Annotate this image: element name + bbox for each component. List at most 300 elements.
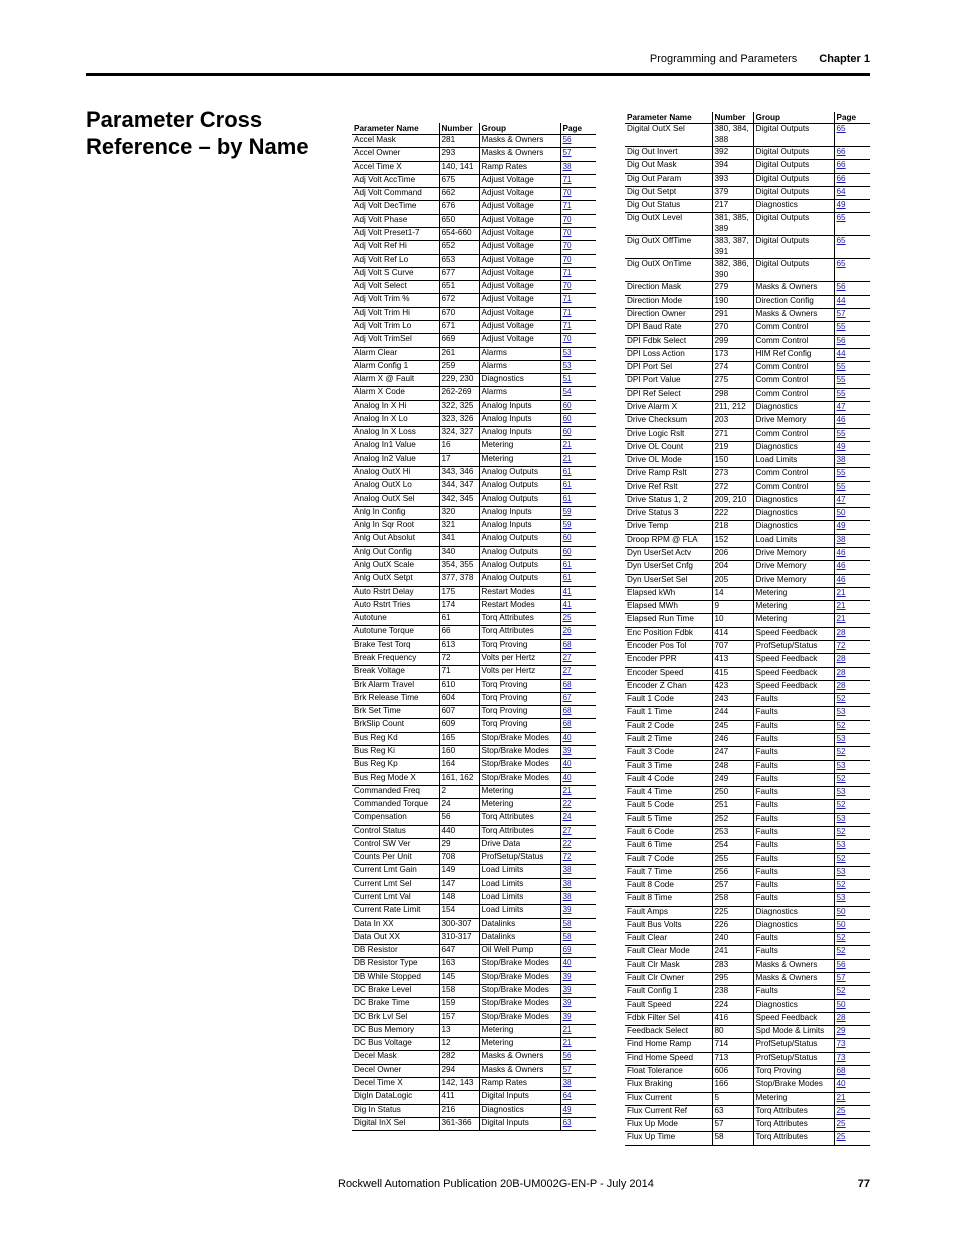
param-group-cell: Torq Attributes (479, 613, 560, 626)
table-row (352, 745, 596, 758)
param-name-cell: Autotune Torque (352, 626, 439, 639)
page-link[interactable]: 64 (562, 1091, 572, 1101)
page-link[interactable]: 40 (562, 772, 572, 782)
param-number-cell: 174 (439, 599, 479, 612)
param-group-cell: Digital Outputs (753, 236, 834, 259)
param-group-cell: Torq Attributes (753, 1105, 834, 1118)
param-number-cell: 650 (439, 214, 479, 227)
param-name-cell: Drive Ramp Rslt (625, 468, 712, 481)
param-name-cell: Fault 7 Code (625, 853, 712, 866)
param-name-cell: Anlg OutX Setpt (352, 573, 439, 586)
page-link[interactable]: 65 (836, 259, 846, 269)
page-link[interactable]: 39 (562, 905, 572, 915)
page-link[interactable]: 50 (836, 508, 846, 518)
page-link[interactable]: 40 (562, 958, 572, 968)
param-page-cell (834, 787, 870, 800)
page-link[interactable]: 21 (562, 785, 572, 795)
page-link[interactable]: 53 (836, 787, 846, 797)
table-row (625, 1119, 870, 1132)
param-number-cell: 245 (712, 720, 753, 733)
param-group-cell: Faults (753, 880, 834, 893)
table-row (625, 494, 870, 507)
page-link[interactable]: 52 (836, 853, 846, 863)
page-link[interactable]: 46 (836, 574, 846, 584)
page-link[interactable]: 28 (836, 667, 846, 677)
page-link[interactable]: 61 (562, 467, 572, 477)
param-group-cell: Drive Data (479, 838, 560, 851)
table-row (625, 654, 870, 667)
param-page-cell (834, 826, 870, 839)
page-link[interactable]: 70 (562, 254, 572, 264)
param-name-cell: Anlg OutX Scale (352, 560, 439, 573)
param-group-cell: Stop/Brake Modes (479, 759, 560, 772)
page-link[interactable]: 66 (836, 160, 846, 170)
page-link[interactable]: 55 (836, 375, 846, 385)
page-link[interactable]: 38 (562, 865, 572, 875)
page-link[interactable]: 56 (562, 135, 572, 144)
param-page-cell (834, 906, 870, 919)
table-row (625, 853, 870, 866)
page-link[interactable]: 58 (562, 918, 572, 928)
page-link[interactable]: 61 (562, 573, 572, 583)
table-row (352, 971, 596, 984)
page-link[interactable]: 53 (836, 733, 846, 743)
table-row (352, 427, 596, 440)
param-name-cell: Adj Volt TrimSel (352, 334, 439, 347)
table-row (625, 508, 870, 521)
param-name-cell: Fdbk Filter Sel (625, 1012, 712, 1025)
param-name-cell: Digital OutX Sel (625, 124, 712, 147)
page-link[interactable]: 60 (562, 400, 572, 410)
page-link[interactable]: 58 (562, 931, 572, 941)
table-row (352, 852, 596, 865)
param-name-cell: Data In XX (352, 918, 439, 931)
page-link[interactable]: 52 (836, 946, 846, 956)
page-link[interactable]: 68 (562, 679, 572, 689)
page-link[interactable]: 27 (562, 666, 572, 676)
param-group-cell: Comm Control (753, 335, 834, 348)
page-link[interactable]: 28 (836, 654, 846, 664)
page-link[interactable]: 70 (562, 227, 572, 237)
param-name-cell: Analog In2 Value (352, 453, 439, 466)
param-name-cell: Current Lmt Val (352, 892, 439, 905)
page-link[interactable]: 39 (562, 1011, 572, 1021)
page-link[interactable]: 21 (562, 453, 572, 463)
param-group-cell: Faults (753, 760, 834, 773)
param-name-cell: Commanded Freq (352, 785, 439, 798)
param-group-cell: Torq Proving (479, 679, 560, 692)
param-number-cell: 163 (439, 958, 479, 971)
page-link[interactable]: 21 (562, 440, 572, 450)
page-link[interactable]: 38 (562, 892, 572, 902)
param-page-cell (834, 840, 870, 853)
page-link[interactable]: 56 (562, 1051, 572, 1061)
param-page-cell (834, 853, 870, 866)
page-link[interactable]: 46 (836, 561, 846, 571)
param-group-cell: Adjust Voltage (479, 254, 560, 267)
page-link[interactable]: 39 (562, 985, 572, 994)
page-link[interactable]: 70 (562, 188, 572, 198)
page-link[interactable]: 21 (836, 614, 846, 624)
page-link[interactable]: 50 (836, 999, 846, 1009)
param-group-cell: Analog Outputs (479, 546, 560, 559)
page-link[interactable]: 66 (836, 147, 846, 156)
param-group-cell: ProfSetup/Status (753, 1052, 834, 1065)
param-page-cell (834, 282, 870, 295)
page-link[interactable]: 59 (562, 520, 572, 530)
page-link[interactable]: 39 (562, 971, 572, 981)
param-number-cell: 604 (439, 692, 479, 705)
page-link[interactable]: 47 (836, 494, 846, 504)
page-link[interactable]: 53 (836, 813, 846, 823)
table-row (352, 785, 596, 798)
table-row (352, 493, 596, 506)
param-number-cell: 321 (439, 520, 479, 533)
table-row (352, 706, 596, 719)
table-row (625, 348, 870, 361)
table-row (352, 905, 596, 918)
param-page-cell (834, 986, 870, 999)
page-link[interactable]: 68 (836, 1066, 846, 1075)
param-page-cell (560, 413, 596, 426)
param-group-cell: Masks & Owners (753, 959, 834, 972)
page-link[interactable]: 27 (562, 825, 572, 835)
page-link[interactable]: 53 (836, 760, 846, 770)
page-link[interactable]: 52 (836, 773, 846, 783)
page-link[interactable]: 69 (562, 945, 572, 955)
param-page-cell (560, 440, 596, 453)
table-row (625, 946, 870, 959)
param-group-cell: Digital Outputs (753, 147, 834, 160)
page-header (650, 53, 870, 65)
param-page-cell (560, 1024, 596, 1037)
page-link[interactable]: 67 (562, 692, 572, 702)
param-group-cell: Comm Control (753, 388, 834, 401)
page-link[interactable]: 21 (836, 1092, 846, 1102)
page-link[interactable]: 73 (836, 1052, 846, 1062)
param-name-cell: DC Bus Memory (352, 1024, 439, 1037)
param-name-cell: Feedback Select (625, 1026, 712, 1039)
param-group-cell: Ramp Rates (479, 161, 560, 174)
page-link[interactable]: 71 (562, 307, 572, 317)
param-group-cell: Diagnostics (753, 494, 834, 507)
page-link[interactable]: 60 (562, 533, 572, 543)
param-page-cell (560, 214, 596, 227)
param-number-cell: 247 (712, 747, 753, 760)
page-link[interactable]: 70 (562, 334, 572, 344)
page-link[interactable]: 38 (836, 534, 846, 544)
page-link[interactable]: 60 (562, 427, 572, 437)
table-row (352, 759, 596, 772)
page-link[interactable]: 49 (836, 521, 846, 531)
param-page-cell (560, 227, 596, 240)
page-link[interactable]: 52 (836, 747, 846, 757)
page-link[interactable]: 40 (562, 732, 572, 742)
table-row (625, 322, 870, 335)
param-name-cell: Fault 6 Code (625, 826, 712, 839)
page-link[interactable]: 38 (562, 878, 572, 888)
page-link[interactable]: 53 (836, 840, 846, 850)
page-link[interactable]: 61 (562, 560, 572, 569)
param-page-cell (560, 812, 596, 825)
page-link[interactable]: 27 (562, 652, 572, 662)
page-link[interactable]: 25 (562, 613, 572, 623)
page-link[interactable]: 61 (562, 493, 572, 503)
page-link[interactable]: 29 (836, 1026, 846, 1036)
param-name-cell: Anlg Out Absolut (352, 533, 439, 546)
param-name-cell: Brk Release Time (352, 692, 439, 705)
table-row (352, 613, 596, 626)
page-link[interactable]: 63 (562, 1117, 572, 1127)
param-name-cell: Brk Alarm Travel (352, 679, 439, 692)
page-link[interactable]: 56 (836, 282, 846, 292)
page-link[interactable]: 65 (836, 236, 846, 246)
page-link[interactable]: 57 (836, 308, 846, 318)
page-link[interactable]: 40 (836, 1079, 846, 1089)
param-name-cell: Elapsed kWh (625, 587, 712, 600)
param-page-cell (834, 946, 870, 959)
table-row (352, 1051, 596, 1064)
page-link[interactable]: 53 (562, 347, 572, 357)
page-link[interactable]: 53 (836, 866, 846, 876)
page-link[interactable]: 71 (562, 294, 572, 304)
table-row (625, 186, 870, 199)
param-page-cell (834, 322, 870, 335)
table-row (352, 214, 596, 227)
page-link[interactable]: 55 (836, 468, 846, 478)
page-link[interactable]: 22 (562, 838, 572, 848)
page-link[interactable]: 59 (562, 506, 572, 516)
page-link[interactable]: 46 (836, 548, 846, 558)
param-group-cell: Oil Well Pump (479, 945, 560, 958)
page-link[interactable]: 55 (836, 481, 846, 491)
page-link[interactable]: 55 (836, 322, 846, 332)
page-link[interactable]: 39 (562, 998, 572, 1008)
param-page-cell (834, 747, 870, 760)
param-name-cell: Analog In X Lo (352, 413, 439, 426)
param-number-cell: 714 (712, 1039, 753, 1052)
page-link[interactable]: 21 (836, 587, 846, 597)
page-link[interactable]: 53 (836, 893, 846, 903)
table-row (352, 998, 596, 1011)
param-name-cell: Direction Owner (625, 308, 712, 321)
param-page-cell (834, 973, 870, 986)
page-link[interactable]: 53 (836, 707, 846, 717)
page-link[interactable]: 24 (562, 812, 572, 822)
page-link[interactable]: 71 (562, 267, 572, 277)
page-link[interactable]: 21 (562, 1024, 572, 1034)
param-group-cell: Metering (479, 799, 560, 812)
page-link[interactable]: 21 (836, 601, 846, 611)
param-group-cell: Load Limits (753, 455, 834, 468)
page-link[interactable]: 22 (562, 799, 572, 809)
page-link[interactable]: 44 (836, 295, 846, 305)
page-link[interactable]: 25 (836, 1132, 846, 1142)
page-link[interactable]: 28 (836, 680, 846, 690)
page-link[interactable]: 52 (836, 880, 846, 890)
param-name-cell: Accel Time X (352, 161, 439, 174)
column-header-number: Number (712, 112, 753, 124)
param-page-cell (560, 347, 596, 360)
table-row (625, 295, 870, 308)
page-link[interactable]: 52 (836, 694, 846, 704)
table-row (625, 601, 870, 614)
page-link[interactable]: 61 (562, 480, 572, 490)
table-row (352, 267, 596, 280)
table-row (625, 973, 870, 986)
cross-reference-table-right (625, 112, 870, 1146)
page-link[interactable]: 55 (836, 428, 846, 438)
param-number-cell: 272 (712, 481, 753, 494)
param-number-cell: 670 (439, 307, 479, 320)
param-page-cell (560, 573, 596, 586)
page-link[interactable]: 65 (836, 124, 846, 133)
page-link[interactable]: 50 (836, 919, 846, 929)
param-number-cell: 380, 384, 388 (712, 124, 753, 147)
param-page-cell (834, 587, 870, 600)
page-link[interactable]: 68 (562, 719, 572, 729)
param-group-cell: HIM Ref Config (753, 348, 834, 361)
param-page-cell (834, 919, 870, 932)
page-link[interactable]: 60 (562, 413, 572, 423)
param-name-cell: Bus Reg Kd (352, 732, 439, 745)
page-link[interactable]: 38 (836, 455, 846, 465)
page-link[interactable]: 21 (562, 1038, 572, 1048)
header-section: Programming and Parameters (649, 53, 798, 65)
param-name-cell: Adj Volt Preset1-7 (352, 227, 439, 240)
param-group-cell: Drive Memory (753, 561, 834, 574)
page-link[interactable]: 60 (562, 546, 572, 556)
param-group-cell: Analog Inputs (479, 520, 560, 533)
page-link[interactable]: 55 (836, 388, 846, 398)
page-link[interactable]: 54 (562, 387, 572, 397)
page-link[interactable]: 52 (836, 986, 846, 996)
page-link[interactable]: 52 (836, 933, 846, 943)
table-row (625, 468, 870, 481)
table-row (625, 880, 870, 893)
table-row (625, 1012, 870, 1025)
page-link[interactable]: 65 (836, 213, 846, 223)
param-name-cell: Fault 1 Time (625, 707, 712, 720)
param-number-cell: 310-317 (439, 931, 479, 944)
page-link[interactable]: 55 (836, 362, 846, 372)
page-link[interactable]: 49 (836, 200, 846, 210)
page-link[interactable]: 72 (562, 852, 572, 862)
page-link[interactable]: 41 (562, 599, 572, 609)
param-name-cell: DC Brk Lvl Sel (352, 1011, 439, 1024)
page-link[interactable]: 70 (562, 214, 572, 224)
page-link[interactable]: 46 (836, 415, 846, 425)
page-link[interactable]: 28 (836, 1012, 846, 1022)
page-link[interactable]: 56 (836, 335, 846, 345)
page-link[interactable]: 64 (836, 186, 846, 196)
page-link[interactable]: 52 (836, 720, 846, 730)
page-link[interactable]: 52 (836, 826, 846, 836)
page-link[interactable]: 38 (562, 1077, 572, 1087)
page-link[interactable]: 71 (562, 201, 572, 211)
param-page-cell (560, 719, 596, 732)
page-link[interactable]: 25 (836, 1119, 846, 1129)
param-name-cell: Flux Current (625, 1092, 712, 1105)
param-group-cell: Load Limits (753, 534, 834, 547)
param-name-cell: BrkSlip Count (352, 719, 439, 732)
page-link[interactable]: 28 (836, 627, 846, 637)
table-row (625, 308, 870, 321)
page-link[interactable]: 50 (836, 906, 846, 916)
page-link[interactable]: 40 (562, 759, 572, 769)
param-group-cell: Metering (753, 587, 834, 600)
page-link[interactable]: 38 (562, 161, 572, 171)
param-number-cell: 340 (439, 546, 479, 559)
param-group-cell: Diagnostics (753, 906, 834, 919)
param-name-cell: Fault 4 Code (625, 773, 712, 786)
param-number-cell: 647 (439, 945, 479, 958)
table-row (352, 679, 596, 692)
page-link[interactable]: 26 (562, 626, 572, 636)
page-link[interactable]: 49 (562, 1104, 572, 1114)
param-page-cell (560, 1104, 596, 1117)
param-name-cell: Current Lmt Sel (352, 878, 439, 891)
page-link[interactable]: 72 (836, 641, 846, 650)
param-name-cell: Direction Mask (625, 282, 712, 295)
page-link[interactable]: 70 (562, 241, 572, 251)
page-link[interactable]: 51 (562, 374, 572, 384)
param-page-cell (834, 614, 870, 627)
param-page-cell (834, 236, 870, 259)
page-link[interactable]: 73 (836, 1039, 846, 1049)
page-link[interactable]: 39 (562, 745, 572, 755)
page-link[interactable]: 53 (562, 360, 572, 370)
page-link[interactable]: 41 (562, 586, 572, 596)
page-link[interactable]: 70 (562, 281, 572, 291)
table-row (352, 520, 596, 533)
page-link[interactable]: 71 (562, 320, 572, 330)
page-link[interactable]: 68 (562, 706, 572, 716)
page-link[interactable]: 57 (562, 1064, 572, 1074)
param-group-cell: Analog Outputs (479, 573, 560, 586)
param-group-cell: Diagnostics (753, 441, 834, 454)
param-group-cell: Torq Proving (479, 719, 560, 732)
param-number-cell: 238 (712, 986, 753, 999)
page-link[interactable]: 56 (836, 959, 846, 969)
param-page-cell (560, 985, 596, 998)
page-link[interactable]: 57 (562, 148, 572, 158)
param-group-cell: Analog Outputs (479, 560, 560, 573)
page-link[interactable]: 71 (562, 174, 572, 184)
param-name-cell: Fault 8 Time (625, 893, 712, 906)
table-row (625, 428, 870, 441)
param-page-cell (834, 880, 870, 893)
page-link[interactable]: 25 (836, 1105, 846, 1115)
page-link[interactable]: 66 (836, 173, 846, 183)
table-row (625, 173, 870, 186)
param-name-cell: Direction Mode (625, 295, 712, 308)
table-row (352, 1117, 596, 1130)
page-link[interactable]: 68 (562, 639, 572, 649)
param-page-cell (560, 945, 596, 958)
param-group-cell: Stop/Brake Modes (479, 958, 560, 971)
param-page-cell (834, 428, 870, 441)
page-link[interactable]: 47 (836, 401, 846, 411)
param-group-cell: Comm Control (753, 468, 834, 481)
page-link[interactable]: 52 (836, 800, 846, 810)
param-group-cell: Spd Mode & Limits (753, 1026, 834, 1039)
param-group-cell: Analog Inputs (479, 506, 560, 519)
page-link[interactable]: 44 (836, 348, 846, 358)
page-link[interactable]: 49 (836, 441, 846, 451)
param-group-cell: Speed Feedback (753, 654, 834, 667)
page-link[interactable]: 57 (836, 973, 846, 983)
